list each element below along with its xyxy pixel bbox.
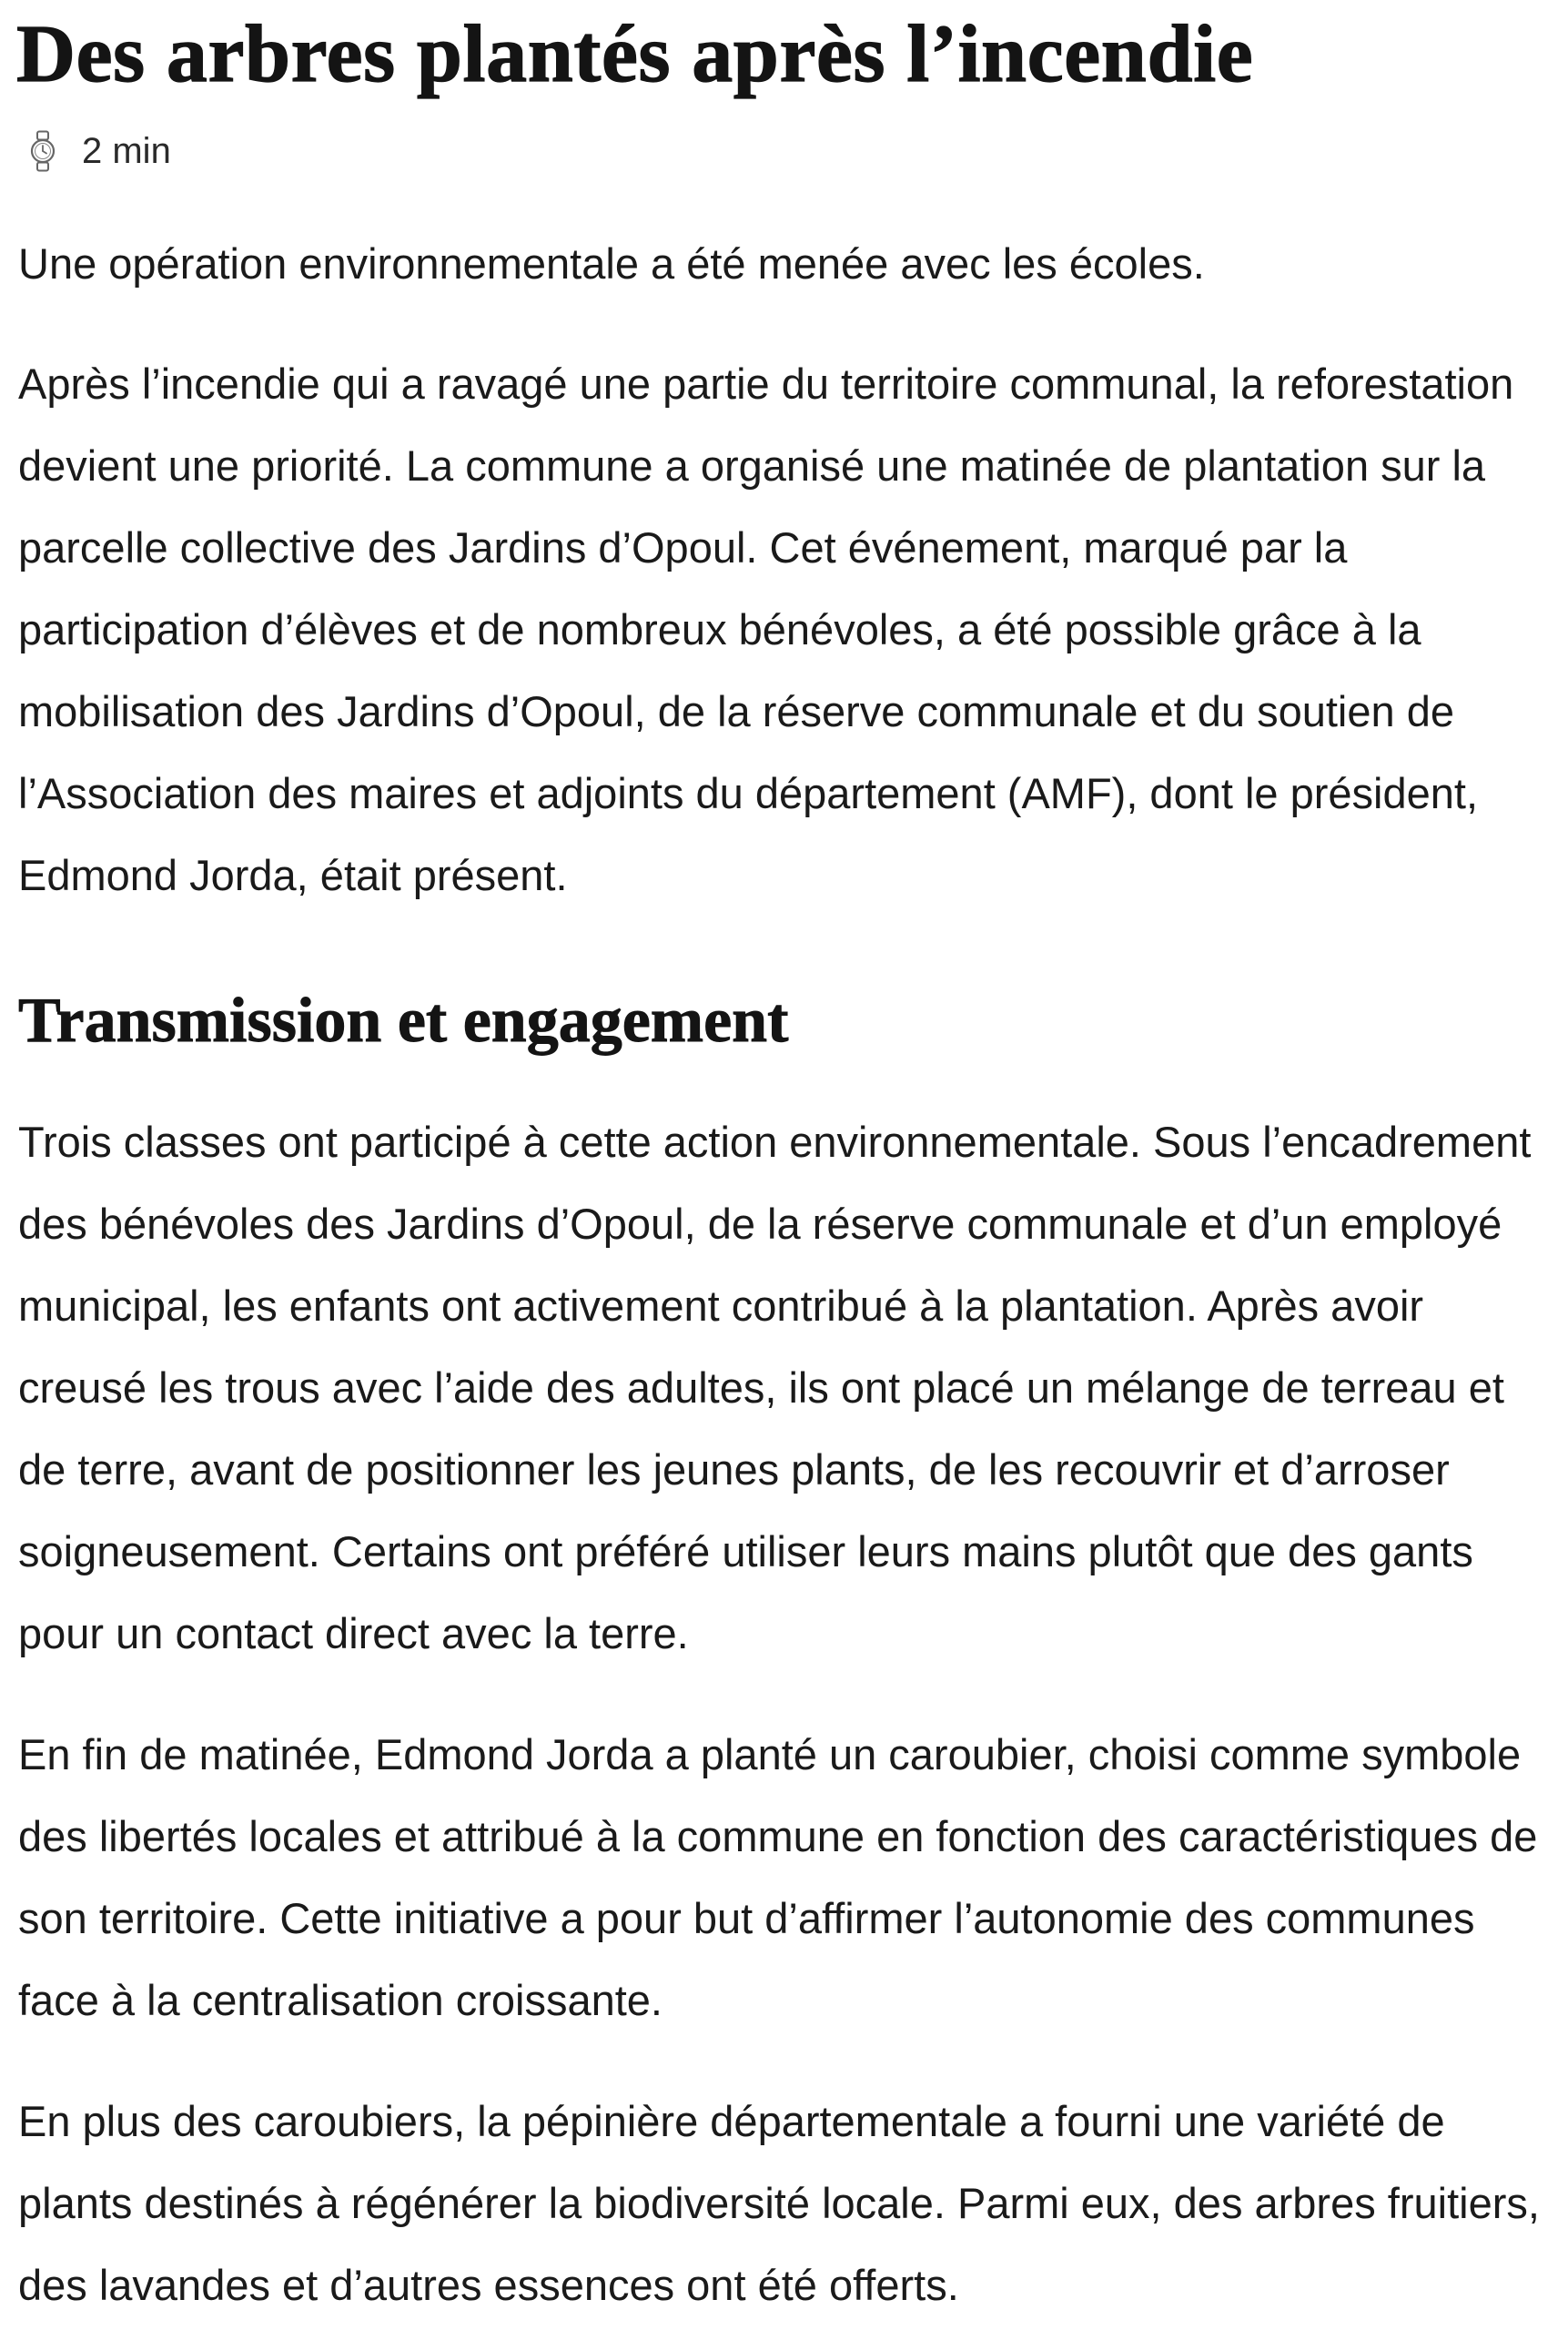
reading-time-label: 2 min — [82, 131, 171, 171]
paragraph-line: creusé les trous avec l’aide des adultes, ils ont placé un mélange de terreau et — [18, 1363, 1504, 1412]
paragraph-line: des lavandes et d’autres essences ont été offerts. — [18, 2261, 959, 2309]
paragraph-line: parcelle collective des Jardins d’Opoul. Cet événement, marqué par la — [18, 523, 1348, 572]
paragraph-line: de terre, avant de positionner les jeunes plants, de les recouvrir et d’arroser — [18, 1445, 1450, 1494]
paragraph-line: pour un contact direct avec la terre. — [18, 1609, 689, 1657]
watch-icon-graphic — [30, 130, 56, 172]
paragraph-line: son territoire. Cette initiative a pour but d’affirmer l’autonomie des communes — [18, 1894, 1475, 1942]
body-paragraph — [18, 343, 1513, 917]
article-title: Des arbres plantés après l’incendie — [16, 9, 1254, 99]
paragraph-line: mobilisation des Jardins d’Opoul, de la réserve communale et du soutien de — [18, 687, 1454, 735]
paragraph-line: En fin de matinée, Edmond Jorda a planté un caroubier, choisi comme symbole — [18, 1730, 1522, 1778]
paragraph-line: Après l’incendie qui a ravagé une partie du territoire communal, la reforestation — [18, 360, 1514, 408]
body-paragraph — [18, 2081, 1540, 2326]
paragraph-line: Trois classes ont participé à cette action environnementale. Sous l’encadrement — [18, 1118, 1532, 1166]
body-paragraph — [18, 1714, 1537, 2041]
paragraph-line: des bénévoles des Jardins d’Opoul, de la réserve communale et d’un employé — [18, 1200, 1502, 1248]
section-heading: Transmission et engagement — [18, 986, 789, 1056]
paragraph-line: face à la centralisation croissante. — [18, 1976, 663, 2024]
paragraph-line: municipal, les enfants ont activement contribué à la plantation. Après avoir — [18, 1282, 1424, 1330]
paragraph-line: devient une priorité. La commune a organisé une matinée de plantation sur la — [18, 441, 1486, 490]
paragraph-line: plants destinés à régénérer la biodiversité locale. Parmi eux, des arbres fruitiers, — [18, 2179, 1540, 2227]
paragraph-line: l’Association des maires et adjoints du département (AMF), dont le président, — [18, 769, 1479, 817]
paragraph-line: En plus des caroubiers, la pépinière départementale a fourni une variété de — [18, 2097, 1445, 2145]
body-paragraph — [18, 1101, 1531, 1675]
paragraph-line: participation d’élèves et de nombreux bénévoles, a été possible grâce à la — [18, 605, 1421, 653]
paragraph-line: des libertés locales et attribué à la commune en fonction des caractéristiques de — [18, 1812, 1538, 1860]
paragraph-line: soigneusement. Certains ont préféré utiliser leurs mains plutôt que des gants — [18, 1527, 1473, 1575]
watch-icon — [30, 130, 56, 172]
paragraph-line: Edmond Jorda, était présent. — [18, 851, 568, 899]
reading-time — [30, 127, 171, 175]
article-lead: Une opération environnementale a été menée avec les écoles. — [18, 239, 1205, 288]
